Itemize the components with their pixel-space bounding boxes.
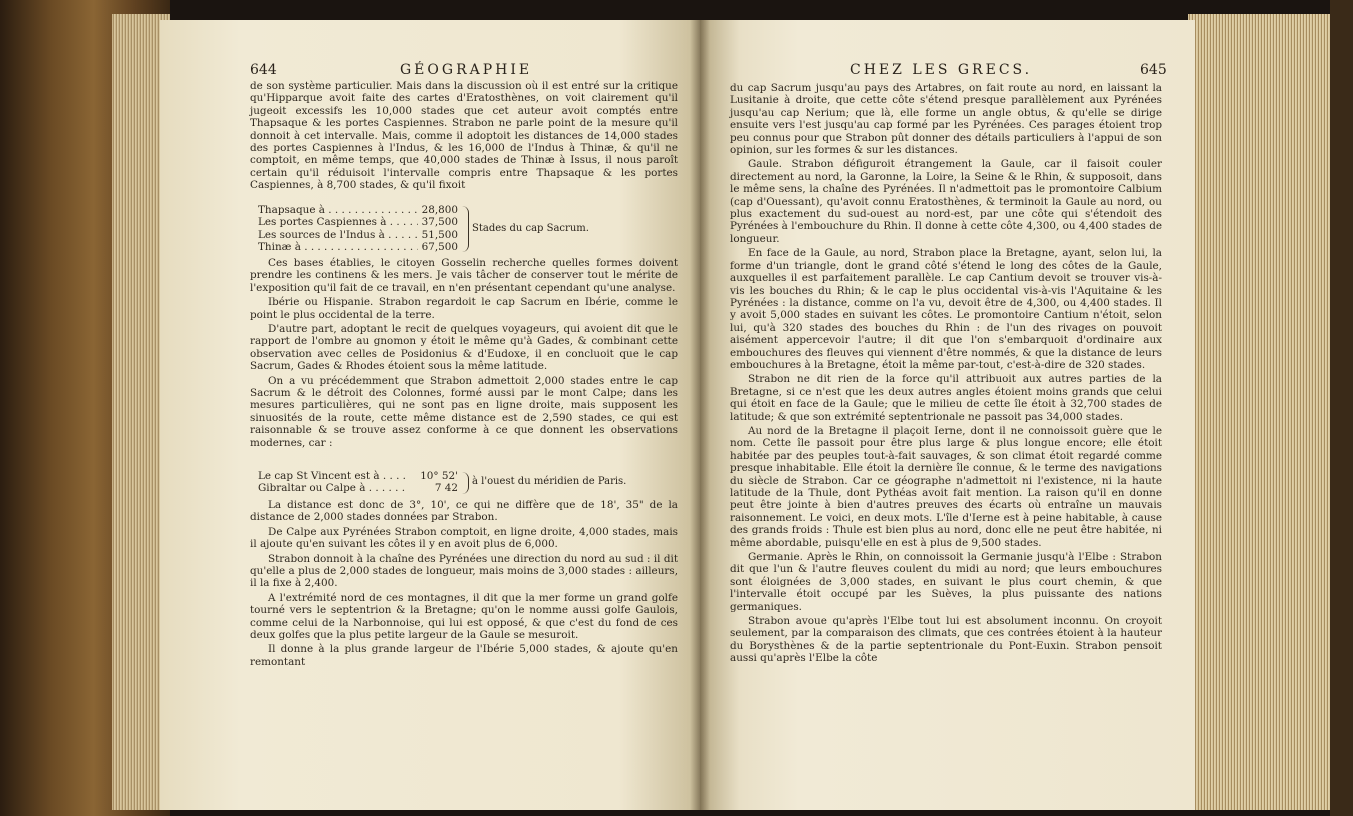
right-running-header: CHEZ LES GRECS. [850,62,1033,78]
row-value: 10° 52' [420,470,458,482]
paragraph: Il donne à la plus grande largeur de l'Ibérie 5,000 stades, & ajoute qu'en remontant [250,643,678,668]
table-row [258,482,458,494]
table-brace-note [472,476,626,487]
paragraph: Strabon donnoit à la chaîne des Pyrénées une direction du nord au sud : il dit qu'elle a plus de 2,000 stades de longueur, mais moins de 3,000 stades : ailleurs, il la fixe à 2,400. [250,552,678,590]
distance-table-2 [258,470,458,495]
paragraph: A l'extrémité nord de ces montagnes, il dit que la mer forme un grand golfe tourné vers le septentrion & la Bretagne; qu'on le nomme aussi golfe Gaulois, comme celui de la Narbonnoise, qui lui est opposé, & que c'est du fond de ces deux golfes que la plus petite largeur de la Gaule se mesuroit. [250,591,678,642]
table-row [258,470,458,482]
left-text-top [250,80,678,192]
paragraph: Gaule. Strabon défiguroit étrangement la Gaule, car il faisoit couler directement au nord, la Garonne, la Loire, la Seine & le Rhin, & supposoit, dans le même sens, la chaîne des Pyrénées. Il n'admettoit pas le promontoire Calbium (cap d'Ouessant), qu'avoit connu Eratosthènes, & terminoit la Gaule au nord, ou plus exactement du sud-ouest au nord-est, par une côte qui s'étendoit des Pyrénées à l'embouchure du Rhin. Il donne à cette côte 4,300, ou 4,400 stades de longueur. [730,158,1162,245]
row-value: 51,500 [421,228,458,241]
paragraph: du cap Sacrum jusqu'au pays des Artabres, on fait route au nord, en laissant la Lusitanie à droite, que cette côte s'étend presque parallèlement aux Pyrénées jusqu'au cap Nerium; que là, elle forme un angle obtus, & qu'elle se dirige ensuite vers l'est jusqu'au cap formé par les Pyrénées. Ces parages étoient trop peu connus pour que Strabon pût donner des détails particuliers à l'appui de son opinion, sur les formes & sur les distances. [730,82,1162,157]
paragraph: D'autre part, adoptant le recit de quelques voyageurs, qui avoient dit que le rapport de l'ombre au gnomon y étoit le même qu'à Gades, & combinant cette observation avec celles de Posidonius & d'Eudoxe, il en concluoit que le cap Sacrum, Gades & Rhodes étoient sous la même latitude. [250,323,678,373]
paragraph: de son système particulier. Mais dans la discussion où il est entré sur la critique qu'Hipparque avoit faite des cartes d'Eratosthènes, on voit clairement qu'il jugeoit excessifs les 10,000 stades que cet auteur avoit comptés entre Thapsaque & les portes Caspiennes. Strabon ne parle point de la mesure qu'il donnoit à cet intervalle. Mais, comme il adoptoit les distances de 14,000 stades des portes Caspiennes à l'Indus, & les 16,000 de l'Indus à Thinæ, & qu'il ne comptoit, en même temps, que 40,000 stades de Thinæ à Issus, il nous paroît certain qu'il réduisoit l'intervalle compris entre Thapsaque & les portes Caspiennes, à 8,700 stades, & qu'il fixoit [250,80,678,192]
left-text-bottom [250,499,678,668]
right-text [730,82,1162,665]
row-label: Les sources de l'Indus à . . . [258,229,418,241]
table-brace-note [472,223,589,234]
paragraph: On a vu précédemment que Strabon admettoit 2,000 stades entre le cap Sacrum & le détroit des Colonnes, formé aussi par le mont Calpe; dans les mesures particulières, qui ne sont pas en ligne droite, mais supposent les sinuosités de la route, cette même distance est de 2,590 stades, ce qui est raisonnable & se trouve assez conforme à ce que donnent les observations modernes, car : [250,374,678,449]
table-row [258,216,458,228]
row-label: Le cap St Vincent est à . . . [258,470,408,482]
page-edges-right [1188,14,1348,810]
row-value: 7 42 [434,482,458,495]
row-label: Thapsaque à . . . [258,204,418,216]
table-row [258,204,458,216]
row-value: 67,500 [421,241,458,254]
table-row [258,229,458,241]
paragraph: Germanie. Après le Rhin, on connoissoit la Germanie jusqu'à l'Elbe : Strabon dit que l'un & l'autre fleuves coulent du midi au nord; que leurs embouchures sont éloignées de 3,000 stades, en suivant le plus court chemin, & que l'intervalle étoit occupé par les Suèves, la plus puissante des nations germaniques. [730,551,1162,613]
table-row [258,241,458,253]
row-value: 37,500 [421,216,458,229]
paragraph: Ces bases établies, le citoyen Gosselin recherche quelles formes doivent prendre les continens & les mers. Je vais tâcher de conserver tout le mérite de l'exposition qu'il fait de ce travail, en n'en présentant cependant qu'une analyse. [250,257,678,294]
row-value: 28,800 [421,204,458,216]
paragraph: Strabon avoue qu'après l'Elbe tout lui est absolument inconnu. On croyoit seulement, par la comparaison des climats, que ces contrées étoient à la hauteur du Borysthènes & de la partie septentrionale du Pont-Euxin. Strabon pensoit aussi qu'après l'Elbe la côte [730,615,1162,665]
left-text-middle [250,257,678,449]
paragraph: La distance est donc de 3°, 10', ce qui ne diffère que de 18', 35" de la distance de 2,000 stades données par Strabon. [250,499,678,524]
distance-table-1 [258,204,458,254]
row-label: Gibraltar ou Calpe à . . . [258,482,408,494]
row-label: Thinæ à . . . [258,241,418,253]
paragraph: En face de la Gaule, au nord, Strabon place la Bretagne, ayant, selon lui, la forme d'un triangle, dont le grand côté s'étend le long des côtes de la Gaule, auxquelles il est parfaitement parallèle. Le cap Cantium devoit se trouver vis-à-vis les bouches du Rhin; & le cap le plus occidental vis-à-vis l'Aquitaine & les Pyrénées : la distance, comme on l'a vu, devoit être de 4,300, ou 4,400 stades. Il y avoit 5,000 stades en suivant les côtes. Le promontoire Cantium n'étoit, selon lui, qu'à 320 stades des bouches du Rhin : de l'un des rivages on pouvoit aisément appercevoir l'autre; il dit que l'on s'embarquoit d'ordinaire aux embouchures des fleuves qui viennent d'être nommés, & que la distance de leurs embouchures à la Bretagne, étoit la même par-tout, c'est-à-dire de 320 stades. [730,247,1162,371]
table-brace [462,472,469,494]
left-running-header: GÉOGRAPHIE [400,62,533,78]
left-page-number: 644 [250,62,277,78]
brace-note-text: à l'ouest du méridien de Paris. [472,476,627,487]
row-label: Les portes Caspiennes à . . . [258,216,418,228]
brace-note-text: Stades du cap Sacrum. [472,223,589,234]
book-gutter [690,20,710,810]
table-brace [462,206,469,252]
paragraph: Au nord de la Bretagne il plaçoit Ierne, dont il ne connoissoit guère que le nom. Cette île passoit pour être plus large & plus longue encore; elle étoit habitée par des peuples tout-à-fait sauvages, & son climat étoit regardé comme presque inhabitable. Elle étoit la dernière île connue, & le terme des navigations du siècle de Strabon. Car ce géographe n'admettoit ni l'existence, ni la haute latitude de la Thule, dont Pythéas avoit fait mention. La raison qu'il en donne peut être jointe à bien d'autres preuves des écarts où entraîne un mauvais raisonnement. Le voici, en deux mots. L'île d'Ierne est à peine habitable, à cause des grands froids : Thule est bien plus au nord, donc elle ne peut être habitée, ni même abordable, puisqu'elle en est à plus de 9,500 stades. [730,424,1162,549]
right-page-number: 645 [1140,62,1167,78]
paragraph: Strabon ne dit rien de la force qu'il attribuoit aux autres parties de la Bretagne, si ce n'est que les deux autres angles étoient moins grands que celui qui étoit en face de la Gaule; que le milieu de cette île étoit à 32,700 stades de latitude; & que son extrémité septentrionale ne passoit pas 34,000 stades. [730,373,1162,423]
paragraph: Ibérie ou Hispanie. Strabon regardoit le cap Sacrum en Ibérie, comme le point le plus occidental de la terre. [250,296,678,321]
book-cover-right [1330,0,1353,816]
paragraph: De Calpe aux Pyrénées Strabon comptoit, en ligne droite, 4,000 stades, mais il ajoute qu'en suivant les côtes il y en avoit plus de 6,000. [250,525,678,551]
